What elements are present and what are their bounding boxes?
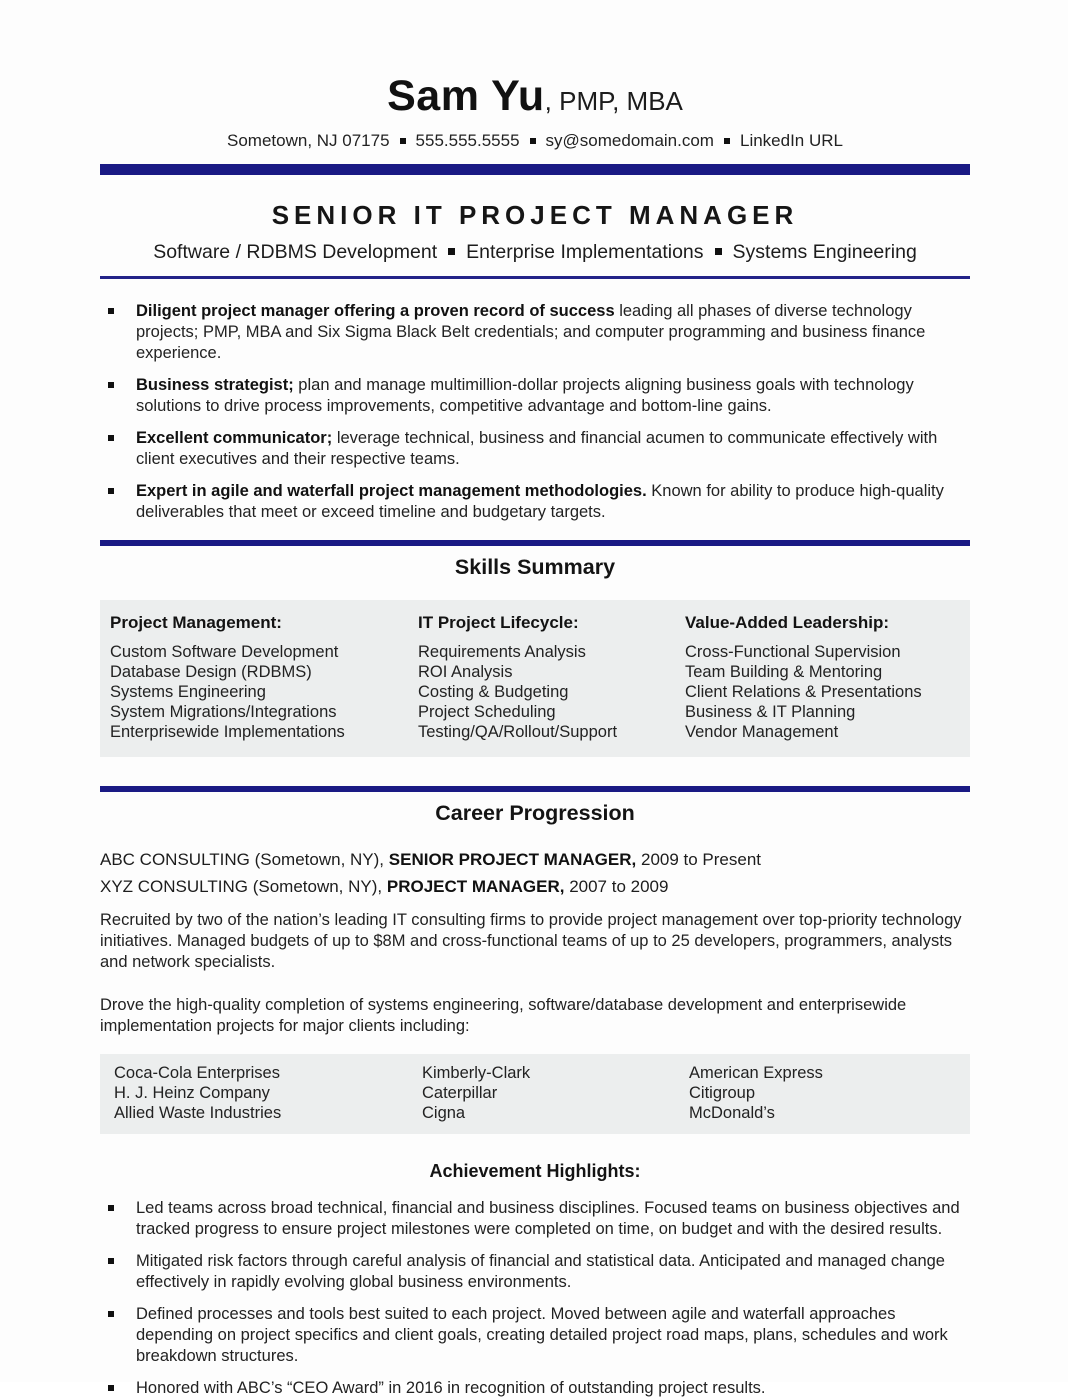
summary-bullet (100, 428, 970, 470)
skill-item: Enterprisewide Implementations (110, 723, 345, 741)
career-paragraph: Recruited by two of the nation’s leading IT consulting firms to provide project management over top-priority technology initiatives. Managed budgets of up to $8M and cross-functional teams of up to 25 developers, programmers, analysts and network specialists. (100, 911, 962, 971)
square-separator-icon (724, 138, 730, 144)
contact-line (100, 131, 970, 151)
skill-item: Costing & Budgeting (418, 683, 569, 701)
candidate-name: Sam Yu (387, 72, 545, 120)
skill-item: Custom Software Development (110, 643, 339, 661)
achievement-bullet (100, 1378, 970, 1399)
divider-line-thin (100, 276, 970, 279)
divider-bar-medium (100, 786, 970, 792)
bullet-rest: leverage technical, business and financial acumen to communicate effectively with client executives and their respective teams. (136, 429, 938, 468)
specialty-item: Systems Engineering (732, 241, 917, 263)
skills-column-project-management (110, 613, 418, 742)
specialties-line (100, 241, 970, 264)
client-item: Cigna (422, 1104, 466, 1122)
bullet-lead: Excellent communicator; (136, 429, 333, 447)
skills-column-value-added-leadership (685, 613, 964, 742)
bullet-square-icon (108, 1258, 114, 1264)
bullet-rest: plan and manage multimillion-dollar projects aligning business goals with technology solutions to drive process improvements, competitive advantage and bottom-line gains. (136, 376, 914, 415)
bullet-lead: Diligent project manager offering a proven record of success (136, 302, 615, 320)
client-item: H. J. Heinz Company (114, 1084, 270, 1102)
job-company: ABC CONSULTING (Sometown, NY), (100, 850, 385, 869)
candidate-credentials: , PMP, MBA (544, 86, 683, 116)
client-item: Caterpillar (422, 1084, 498, 1102)
career-progression-heading: Career Progression (435, 801, 635, 825)
skill-item: Client Relations & Presentations (685, 683, 922, 701)
career-paragraph: Drove the high-quality completion of systems engineering, software/database development and enterprisewide implementation projects for major clients including: (100, 996, 907, 1035)
bullet-text: Mitigated risk factors through careful analysis of financial and statistical data. Anticipated and managed change effectively in rapidly evolving global business environments. (136, 1252, 945, 1291)
summary-bullet (100, 301, 970, 364)
skill-item: System Migrations/Integrations (110, 703, 337, 721)
contact-email: sy@somedomain.com (545, 131, 714, 150)
contact-location: Sometown, NJ 07175 (227, 131, 390, 150)
bullet-text: Defined processes and tools best suited to each project. Moved between agile and waterfall approaches depending on project specifics and client goals, creating detailed project road maps, plans, schedules and work breakdown structures. (136, 1305, 948, 1365)
achievement-bullet (100, 1304, 970, 1367)
skills-summary-heading: Skills Summary (454, 555, 616, 579)
achievement-highlights-heading: Achievement Highlights: (429, 1161, 641, 1181)
client-item: American Express (689, 1064, 823, 1082)
square-separator-icon (400, 138, 406, 144)
contact-linkedin: LinkedIn URL (739, 131, 843, 150)
bullet-square-icon (108, 308, 114, 314)
skill-item: Vendor Management (685, 723, 839, 741)
bullet-rest: Known for ability to produce high-quality deliverables that meet or exceed timeline and budgetary targets. (136, 482, 944, 521)
client-column (422, 1063, 689, 1123)
specialty-item: Software / RDBMS Development (153, 241, 438, 263)
skills-list (418, 642, 685, 742)
skill-item: Project Scheduling (418, 703, 556, 721)
achievement-bullet (100, 1251, 970, 1293)
achievement-bullet (100, 1198, 970, 1240)
candidate-name-line (100, 72, 970, 121)
skill-item: Database Design (RDBMS) (110, 663, 312, 681)
client-item: Coca-Cola Enterprises (114, 1064, 280, 1082)
job-role: SENIOR PROJECT MANAGER, (388, 850, 637, 869)
client-item: McDonald’s (689, 1104, 775, 1122)
contact-phone: 555.555.5555 (415, 131, 520, 150)
skill-item: Requirements Analysis (418, 643, 586, 661)
skills-column-header: Value-Added Leadership: (685, 613, 890, 632)
skill-item: Team Building & Mentoring (685, 663, 883, 681)
skill-item: Testing/QA/Rollout/Support (418, 723, 618, 741)
bullet-text: Led teams across broad technical, financial and business disciplines. Focused teams on business objectives and tracked progress to ensure project milestones were completed on time, on budget and with the desired results. (136, 1199, 960, 1238)
square-separator-icon (530, 138, 536, 144)
job-dates: 2009 to Present (640, 850, 762, 869)
summary-bullet (100, 481, 970, 523)
skill-item: Cross-Functional Supervision (685, 643, 901, 661)
bullet-square-icon (108, 382, 114, 388)
square-separator-icon (448, 248, 455, 255)
bullet-rest: leading all phases of diverse technology projects; PMP, MBA and Six Sigma Black Belt credentials; and computer programming and business finance experience. (136, 302, 926, 362)
skills-list (110, 642, 418, 742)
square-separator-icon (715, 248, 722, 255)
skills-list (685, 642, 964, 742)
resume-header (100, 0, 970, 151)
client-column (689, 1063, 964, 1123)
client-column (114, 1063, 422, 1123)
summary-bullet (100, 375, 970, 417)
bullet-square-icon (108, 1385, 114, 1391)
achievements-bullet-list (100, 1198, 970, 1399)
bullet-text: Honored with ABC’s “CEO Award” in 2016 in recognition of outstanding project results. (136, 1379, 766, 1397)
skill-item: Business & IT Planning (685, 703, 856, 721)
divider-bar-thick (100, 164, 970, 175)
skills-column-it-project-lifecycle (418, 613, 685, 742)
bullet-square-icon (108, 435, 114, 441)
job-dates: 2007 to 2009 (569, 877, 669, 896)
resume-title: SENIOR IT PROJECT MANAGER (271, 200, 799, 230)
specialty-item: Enterprise Implementations (466, 241, 704, 263)
bullet-square-icon (108, 1205, 114, 1211)
job-entry (100, 873, 970, 900)
bullet-lead: Expert in agile and waterfall project management methodologies. (136, 482, 647, 500)
client-item: Allied Waste Industries (114, 1104, 282, 1122)
job-entry (100, 846, 970, 873)
client-item: Kimberly-Clark (422, 1064, 531, 1082)
bullet-square-icon (108, 488, 114, 494)
client-item: Citigroup (689, 1084, 756, 1102)
skills-panel (100, 600, 970, 757)
job-role: PROJECT MANAGER, (386, 877, 565, 896)
skills-column-header: Project Management: (110, 613, 282, 632)
divider-bar-medium (100, 540, 970, 546)
bullet-lead: Business strategist; (136, 376, 294, 394)
skills-column-header: IT Project Lifecycle: (418, 613, 579, 632)
skill-item: ROI Analysis (418, 663, 513, 681)
job-company: XYZ CONSULTING (Sometown, NY), (100, 877, 383, 896)
bullet-square-icon (108, 1311, 114, 1317)
clients-panel (100, 1054, 970, 1134)
summary-bullet-list (100, 301, 970, 523)
job-history (100, 846, 970, 900)
skill-item: Systems Engineering (110, 683, 266, 701)
